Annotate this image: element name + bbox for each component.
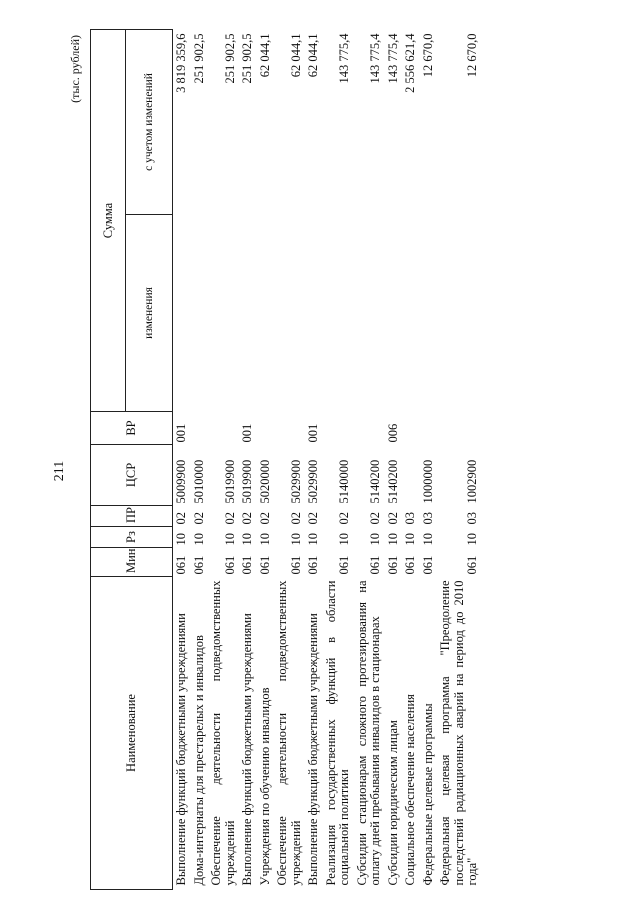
row-csr: 5010000 xyxy=(191,459,206,504)
row-name: Обеспечение деятельности подведомственных учреждений xyxy=(275,580,303,886)
row-vr: 006 xyxy=(385,423,400,443)
row-total: 12 670,0 xyxy=(465,33,479,78)
table-row xyxy=(305,30,323,890)
row-rz: 10 xyxy=(288,533,303,546)
row-name: Реализация государственных функций в области социальной политики xyxy=(323,580,351,886)
row-changes xyxy=(191,215,209,412)
row-min: 061 xyxy=(257,555,272,575)
row-csr: 5019900 xyxy=(240,459,254,504)
row-changes xyxy=(173,215,191,412)
header-sum: Сумма xyxy=(91,30,126,412)
row-changes xyxy=(257,215,275,412)
row-vr xyxy=(208,412,239,445)
row-vr xyxy=(323,412,354,445)
row-name: Выполнение функций бюджетными учреждениями xyxy=(240,613,254,886)
row-changes xyxy=(274,215,305,412)
row-vr xyxy=(354,412,385,445)
row-rz: 10 xyxy=(368,533,382,546)
row-rz: 10 xyxy=(403,533,417,546)
row-csr: 5140000 xyxy=(337,459,351,504)
table-row xyxy=(437,30,482,890)
row-changes xyxy=(354,215,385,412)
row-min: 061 xyxy=(385,555,400,575)
row-name: Учреждения по обучению инвалидов xyxy=(257,687,272,886)
row-changes xyxy=(420,215,438,412)
header-rz: Рз xyxy=(91,527,173,548)
row-csr: 5029900 xyxy=(288,459,303,504)
row-min: 061 xyxy=(306,555,320,575)
row-name: Дома-интернаты для престарелых и инвалидов xyxy=(191,635,206,886)
row-pr: 02 xyxy=(191,512,206,525)
row-name: Федеральная целевая программа "Преодоление последствий радиационных аварий на период до 2010 года" xyxy=(438,580,479,886)
row-min: 061 xyxy=(368,555,382,575)
header-changes: изменения xyxy=(126,215,173,412)
row-total: 3 819 359,6 xyxy=(174,33,188,93)
row-changes xyxy=(437,215,482,412)
header-pr: ПР xyxy=(91,506,173,527)
row-total: 251 902,5 xyxy=(191,33,206,84)
row-min: 061 xyxy=(337,555,351,575)
row-csr: 5020000 xyxy=(257,459,272,504)
table-row xyxy=(257,30,275,890)
row-min: 061 xyxy=(465,555,479,575)
row-changes xyxy=(208,215,239,412)
row-min: 061 xyxy=(403,555,417,575)
row-rz: 10 xyxy=(174,533,188,546)
row-csr: 5009900 xyxy=(174,459,188,504)
row-csr: 1000000 xyxy=(420,459,435,504)
row-total: 251 902,5 xyxy=(240,33,254,84)
row-total: 62 044,1 xyxy=(306,33,320,78)
row-pr: 02 xyxy=(385,512,400,525)
row-total: 143 775,4 xyxy=(368,33,382,84)
row-min: 061 xyxy=(288,555,303,575)
row-pr: 02 xyxy=(174,512,188,525)
row-vr xyxy=(191,412,209,445)
row-vr xyxy=(437,412,482,445)
table-row xyxy=(208,30,239,890)
row-name: Социальное обеспечение населения xyxy=(403,694,417,886)
row-rz: 10 xyxy=(420,533,435,546)
row-rz: 10 xyxy=(306,533,320,546)
row-vr xyxy=(420,412,438,445)
table-row xyxy=(385,30,403,890)
table-row xyxy=(191,30,209,890)
row-pr: 03 xyxy=(465,512,479,525)
row-total: 2 556 621,4 xyxy=(403,33,417,93)
row-pr: 02 xyxy=(368,512,382,525)
table-row xyxy=(323,30,354,890)
table-row xyxy=(420,30,438,890)
row-pr: 02 xyxy=(288,512,303,525)
row-rz: 10 xyxy=(465,533,479,546)
row-pr: 02 xyxy=(222,512,237,525)
row-changes xyxy=(305,215,323,412)
row-total: 251 902,5 xyxy=(222,33,237,84)
row-changes xyxy=(402,215,420,412)
row-total: 12 670,0 xyxy=(420,33,435,78)
row-rz: 10 xyxy=(240,533,254,546)
row-csr: 5019900 xyxy=(222,459,237,504)
row-changes xyxy=(323,215,354,412)
row-total: 62 044,1 xyxy=(288,33,303,78)
row-name: Федеральные целевые программы xyxy=(420,703,435,886)
row-pr: 02 xyxy=(240,512,254,525)
header-vr: ВР xyxy=(91,412,173,445)
row-csr: 5140200 xyxy=(368,459,382,504)
row-rz: 10 xyxy=(337,533,351,546)
table-header xyxy=(91,30,173,890)
row-min: 061 xyxy=(420,555,435,575)
row-vr: 001 xyxy=(174,423,188,443)
row-min: 061 xyxy=(222,555,237,575)
row-vr: 001 xyxy=(240,423,254,443)
row-name: Выполнение функций бюджетными учреждениями xyxy=(174,613,188,886)
row-min: 061 xyxy=(174,555,188,575)
row-vr xyxy=(274,412,305,445)
row-total: 143 775,4 xyxy=(337,33,351,84)
row-csr xyxy=(402,445,420,506)
table-row xyxy=(354,30,385,890)
header-with-changes: с учетом изменений xyxy=(126,30,173,215)
table-row xyxy=(402,30,420,890)
row-changes xyxy=(385,215,403,412)
row-csr: 5140200 xyxy=(385,459,400,504)
row-pr: 03 xyxy=(420,512,435,525)
row-changes xyxy=(239,215,257,412)
row-name: Выполнение функций бюджетными учреждениями xyxy=(306,613,320,886)
row-min: 061 xyxy=(240,555,254,575)
budget-table xyxy=(90,29,482,890)
row-rz: 10 xyxy=(257,533,272,546)
row-total: 143 775,4 xyxy=(385,33,400,84)
row-min: 061 xyxy=(191,555,206,575)
table-row xyxy=(239,30,257,890)
page-number: 211 xyxy=(52,460,67,482)
row-name: Обеспечение деятельности подведомственных учреждений xyxy=(209,580,237,886)
row-csr: 1002900 xyxy=(465,459,479,504)
header-csr: ЦСР xyxy=(91,445,173,506)
row-total: 62 044,1 xyxy=(257,33,272,78)
row-pr: 03 xyxy=(403,512,417,525)
table-row xyxy=(274,30,305,890)
row-vr xyxy=(402,412,420,445)
row-rz: 10 xyxy=(222,533,237,546)
row-vr xyxy=(257,412,275,445)
header-name: Наименование xyxy=(91,577,173,890)
row-name: Субсидии юридическим лицам xyxy=(385,720,400,886)
rotated-page xyxy=(60,30,580,890)
header-min: Мин xyxy=(91,548,173,577)
row-rz: 10 xyxy=(385,533,400,546)
row-rz: 10 xyxy=(191,533,206,546)
row-vr: 001 xyxy=(306,423,320,443)
row-csr: 5029900 xyxy=(306,459,320,504)
row-pr: 02 xyxy=(306,512,320,525)
row-pr: 02 xyxy=(337,512,351,525)
row-name: Субсидии стационарам сложного протезирования на оплату дней пребывания инвалидов в стационарах xyxy=(354,580,382,886)
table-body xyxy=(173,30,482,890)
table-row xyxy=(173,30,191,890)
row-pr: 02 xyxy=(257,512,272,525)
units-note: (тыс. рублей) xyxy=(68,35,82,103)
